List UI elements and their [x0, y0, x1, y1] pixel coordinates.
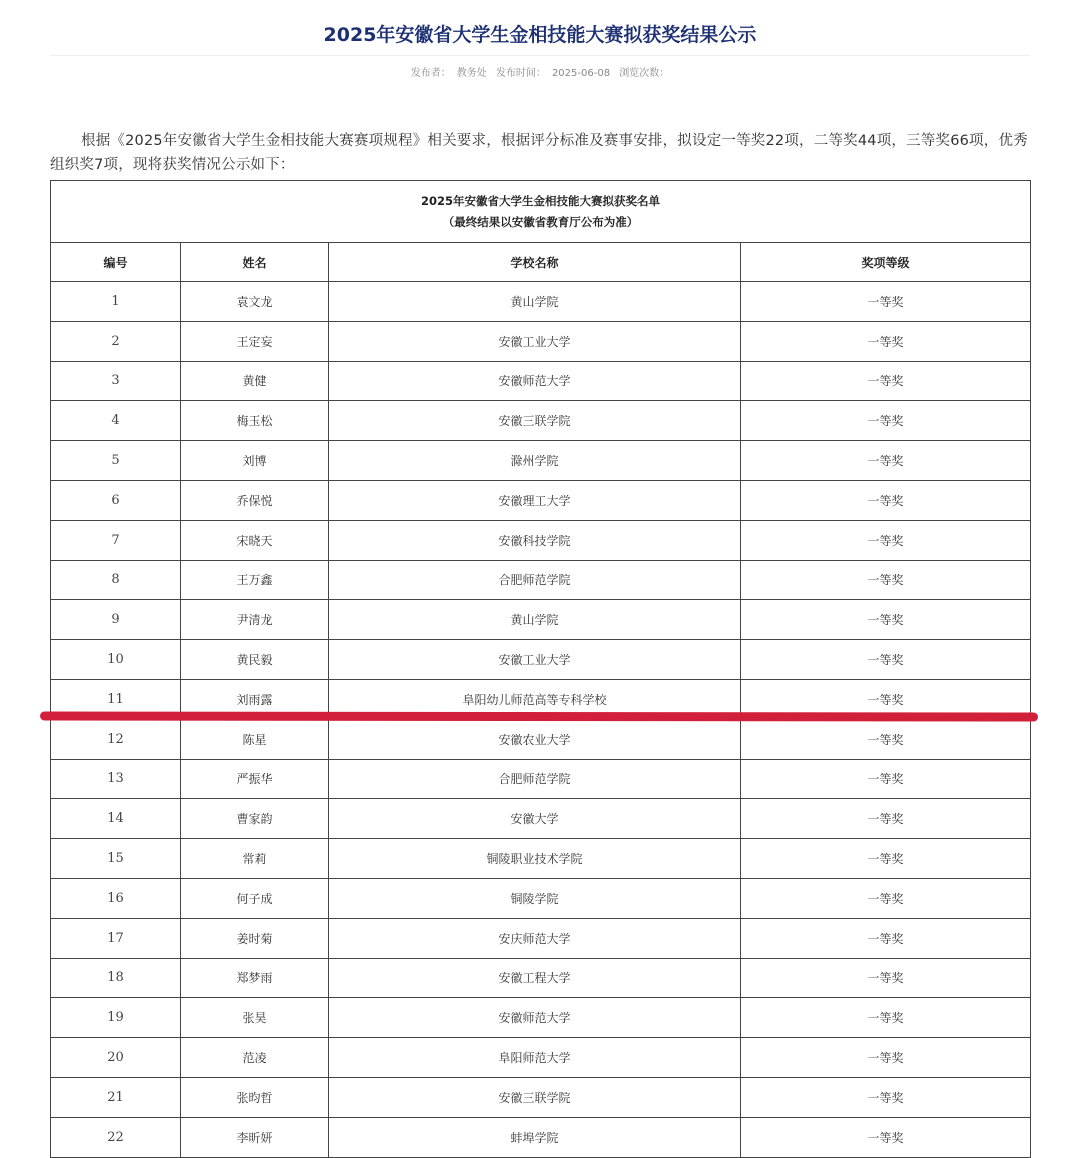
cell-number: 1	[51, 282, 181, 322]
cell-name: 姜时菊	[181, 918, 329, 958]
award-table-container	[50, 180, 1030, 1158]
cell-school: 安徽理工大学	[329, 480, 741, 520]
cell-name: 张昊	[181, 998, 329, 1038]
cell-school: 安庆师范大学	[329, 918, 741, 958]
cell-name: 陈星	[181, 719, 329, 759]
cell-number: 19	[51, 998, 181, 1038]
table-row	[51, 918, 1031, 958]
cell-number: 10	[51, 640, 181, 680]
award-table	[50, 180, 1031, 1158]
cell-school: 安徽三联学院	[329, 1077, 741, 1117]
publish-time-label: 发布时间：	[495, 68, 546, 79]
column-header-award: 奖项等级	[741, 243, 1031, 282]
cell-award: 一等奖	[741, 640, 1031, 680]
cell-award: 一等奖	[741, 1077, 1031, 1117]
table-row	[51, 719, 1031, 759]
table-row	[51, 282, 1031, 322]
table-caption-note: （最终结果以安徽省教育厅公布为准）	[442, 214, 639, 229]
cell-award: 一等奖	[741, 679, 1031, 719]
cell-number: 7	[51, 520, 181, 560]
column-header-name: 姓名	[181, 243, 329, 282]
article-meta	[0, 66, 1080, 82]
cell-school: 合肥师范学院	[329, 759, 741, 799]
publisher-value: 教务处	[456, 68, 487, 79]
table-row	[51, 640, 1031, 680]
cell-name: 宋晓天	[181, 520, 329, 560]
cell-number: 18	[51, 958, 181, 998]
cell-number: 8	[51, 560, 181, 600]
cell-award: 一等奖	[741, 998, 1031, 1038]
cell-award: 一等奖	[741, 441, 1031, 481]
cell-award: 一等奖	[741, 878, 1031, 918]
cell-number: 22	[51, 1117, 181, 1157]
cell-school: 合肥师范学院	[329, 560, 741, 600]
table-row	[51, 799, 1031, 839]
cell-number: 21	[51, 1077, 181, 1117]
cell-school: 安徽大学	[329, 799, 741, 839]
cell-award: 一等奖	[741, 799, 1031, 839]
cell-name: 严振华	[181, 759, 329, 799]
red-highlight-underline	[40, 711, 1038, 721]
cell-number: 13	[51, 759, 181, 799]
cell-award: 一等奖	[741, 1117, 1031, 1157]
table-caption-title: 2025年安徽省大学生金相技能大赛拟获奖名单	[421, 193, 661, 208]
cell-name: 刘博	[181, 441, 329, 481]
cell-name: 梅玉松	[181, 401, 329, 441]
publisher-label: 发布者：	[410, 68, 451, 79]
cell-number: 14	[51, 799, 181, 839]
cell-award: 一等奖	[741, 1038, 1031, 1078]
cell-school: 安徽科技学院	[329, 520, 741, 560]
cell-name: 王定妄	[181, 321, 329, 361]
table-row	[51, 759, 1031, 799]
cell-name: 李昕妍	[181, 1117, 329, 1157]
cell-name: 郑梦雨	[181, 958, 329, 998]
title-divider	[50, 55, 1030, 56]
cell-name: 何子成	[181, 878, 329, 918]
cell-name: 常莉	[181, 839, 329, 879]
view-count-label: 浏览次数：	[619, 68, 670, 79]
table-row	[51, 878, 1031, 918]
cell-number: 3	[51, 361, 181, 401]
cell-name: 黄健	[181, 361, 329, 401]
cell-award: 一等奖	[741, 282, 1031, 322]
table-row	[51, 401, 1031, 441]
cell-name: 刘雨露	[181, 679, 329, 719]
cell-school: 安徽工程大学	[329, 958, 741, 998]
cell-school: 蚌埠学院	[329, 1117, 741, 1157]
cell-award: 一等奖	[741, 361, 1031, 401]
cell-award: 一等奖	[741, 401, 1031, 441]
column-header-number: 编号	[51, 243, 181, 282]
table-row	[51, 600, 1031, 640]
cell-name: 乔保悦	[181, 480, 329, 520]
cell-school: 安徽工业大学	[329, 640, 741, 680]
cell-number: 4	[51, 401, 181, 441]
cell-award: 一等奖	[741, 918, 1031, 958]
cell-award: 一等奖	[741, 480, 1031, 520]
cell-name: 黄民毅	[181, 640, 329, 680]
cell-number: 11	[51, 679, 181, 719]
table-row	[51, 361, 1031, 401]
cell-school: 黄山学院	[329, 600, 741, 640]
cell-award: 一等奖	[741, 839, 1031, 879]
cell-school: 安徽师范大学	[329, 361, 741, 401]
cell-name: 袁文龙	[181, 282, 329, 322]
cell-number: 16	[51, 878, 181, 918]
cell-number: 6	[51, 480, 181, 520]
cell-award: 一等奖	[741, 759, 1031, 799]
publish-time-value: 2025-06-08	[551, 68, 611, 79]
table-row	[51, 520, 1031, 560]
article-title: 2025年安徽省大学生金相技能大赛拟获奖结果公示	[323, 24, 757, 46]
cell-award: 一等奖	[741, 719, 1031, 759]
table-row	[51, 560, 1031, 600]
table-row	[51, 441, 1031, 481]
cell-number: 17	[51, 918, 181, 958]
table-row	[51, 839, 1031, 879]
cell-school: 铜陵学院	[329, 878, 741, 918]
cell-award: 一等奖	[741, 520, 1031, 560]
table-row	[51, 998, 1031, 1038]
cell-number: 12	[51, 719, 181, 759]
cell-school: 黄山学院	[329, 282, 741, 322]
cell-number: 15	[51, 839, 181, 879]
cell-name: 曹家韵	[181, 799, 329, 839]
table-row	[51, 1117, 1031, 1157]
cell-number: 9	[51, 600, 181, 640]
cell-name: 王万鑫	[181, 560, 329, 600]
cell-school: 安徽工业大学	[329, 321, 741, 361]
intro-paragraph: 根据《2025年安徽省大学生金相技能大赛赛项规程》相关要求，根据评分标准及赛事安排，拟设定一等奖22项，二等奖44项，三等奖66项，优秀组织奖7项，现将获奖情况公示如下：	[50, 133, 1028, 173]
cell-school: 安徽农业大学	[329, 719, 741, 759]
cell-number: 5	[51, 441, 181, 481]
cell-school: 铜陵职业技术学院	[329, 839, 741, 879]
cell-award: 一等奖	[741, 600, 1031, 640]
cell-school: 安徽师范大学	[329, 998, 741, 1038]
column-header-school: 学校名称	[329, 243, 741, 282]
cell-number: 2	[51, 321, 181, 361]
cell-name: 尹清龙	[181, 600, 329, 640]
table-row	[51, 1038, 1031, 1078]
table-row	[51, 321, 1031, 361]
table-caption	[51, 181, 1031, 243]
cell-number: 20	[51, 1038, 181, 1078]
table-row	[51, 1077, 1031, 1117]
cell-school: 滁州学院	[329, 441, 741, 481]
cell-school: 安徽三联学院	[329, 401, 741, 441]
cell-school: 阜阳师范大学	[329, 1038, 741, 1078]
table-row	[51, 480, 1031, 520]
cell-award: 一等奖	[741, 321, 1031, 361]
cell-name: 范凌	[181, 1038, 329, 1078]
cell-award: 一等奖	[741, 560, 1031, 600]
cell-award: 一等奖	[741, 958, 1031, 998]
table-row	[51, 958, 1031, 998]
cell-school: 阜阳幼儿师范高等专科学校	[329, 679, 741, 719]
cell-name: 张昀哲	[181, 1077, 329, 1117]
